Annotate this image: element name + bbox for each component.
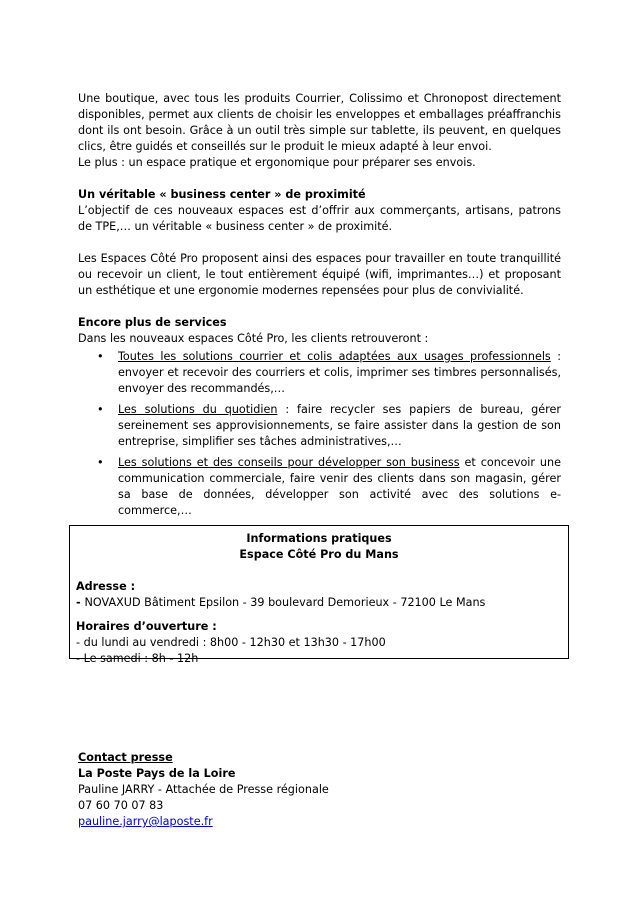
address-label: Adresse : xyxy=(76,580,136,593)
business-paragraph: L’objectif de ces nouveaux espaces est d’offrir aux commerçants, artisans, patrons de TPE,… un véritable « business center » de proximité. xyxy=(78,204,561,233)
address-text: NOVAXUD Bâtiment Epsilon - 39 boulevard Demorieux - 72100 Le Mans xyxy=(84,596,486,609)
list-item xyxy=(78,455,561,519)
bullet-icon: • xyxy=(97,403,104,416)
service-text: : faire recycler ses papiers de bureau, gérer sereinement ses approvisionnements, se faire assister dans la gestion de son entreprise, simplifier ses tâches administratives,… xyxy=(118,403,561,448)
document-body xyxy=(78,91,561,524)
list-item xyxy=(78,349,561,397)
contact-phone: 07 60 70 07 83 xyxy=(78,799,164,812)
service-text: et concevoir une communication commerciale, faire venir des clients dans son magasin, gérer sa base de données, développer son activité avec des solutions e-commerce,… xyxy=(118,456,561,517)
info-box xyxy=(69,525,569,665)
info-title: Informations pratiques xyxy=(246,532,392,545)
address-dash: - xyxy=(76,596,85,609)
service-title: Les solutions du quotidien xyxy=(118,403,278,416)
contact-name: Pauline JARRY - Attachée de Presse régionale xyxy=(78,783,329,796)
hours-saturday: - Le samedi : 8h - 12h xyxy=(76,652,199,665)
bullet-icon: • xyxy=(97,456,104,469)
service-title: Toutes les solutions courrier et colis adaptées aux usages professionnels xyxy=(118,350,551,363)
list-item xyxy=(78,402,561,450)
services-intro: Dans les nouveaux espaces Côté Pro, les clients retrouveront : xyxy=(78,332,429,345)
business-heading: Un véritable « business center » de proximité xyxy=(78,188,366,201)
service-title: Les solutions et des conseils pour développer son business xyxy=(118,456,460,469)
intro-paragraph: Une boutique, avec tous les produits Courrier, Colissimo et Chronopost directement disponibles, permet aux clients de choisir les enveloppes et emballages préaffranchis dont ils ont besoin. Grâce à un outil très simple sur tablette, ils peuvent, en quelques clics, être guidés et conseillés sur le produit le mieux adapté à leur envoi. xyxy=(78,92,561,153)
contact-email-link[interactable]: pauline.jarry@laposte.fr xyxy=(78,815,213,828)
service-text: : envoyer et recevoir des courriers et colis, imprimer ses timbres personnalisés, envoyer des recommandés,… xyxy=(118,350,561,395)
hours-weekday: - du lundi au vendredi : 8h00 - 12h30 et 13h30 - 17h00 xyxy=(76,636,386,649)
services-heading: Encore plus de services xyxy=(78,316,227,329)
address-line xyxy=(76,595,562,611)
intro-plus: Le plus : un espace pratique et ergonomique pour préparer ses envois. xyxy=(78,156,476,169)
services-list xyxy=(78,349,561,519)
hours-label: Horaires d’ouverture : xyxy=(76,620,217,633)
bullet-icon: • xyxy=(97,350,104,363)
contact-heading: Contact presse xyxy=(78,751,173,764)
business-paragraph-2: Les Espaces Côté Pro proposent ainsi des espaces pour travailler en toute tranquillité ou recevoir un client, le tout entièrement équipé (wifi, imprimantes…) et proposant un esthétique et une ergonomie modernes repensées pour plus de convivialité. xyxy=(78,252,561,297)
press-contact xyxy=(78,750,561,830)
info-subtitle: Espace Côté Pro du Mans xyxy=(239,548,399,561)
contact-org: La Poste Pays de la Loire xyxy=(78,767,236,780)
